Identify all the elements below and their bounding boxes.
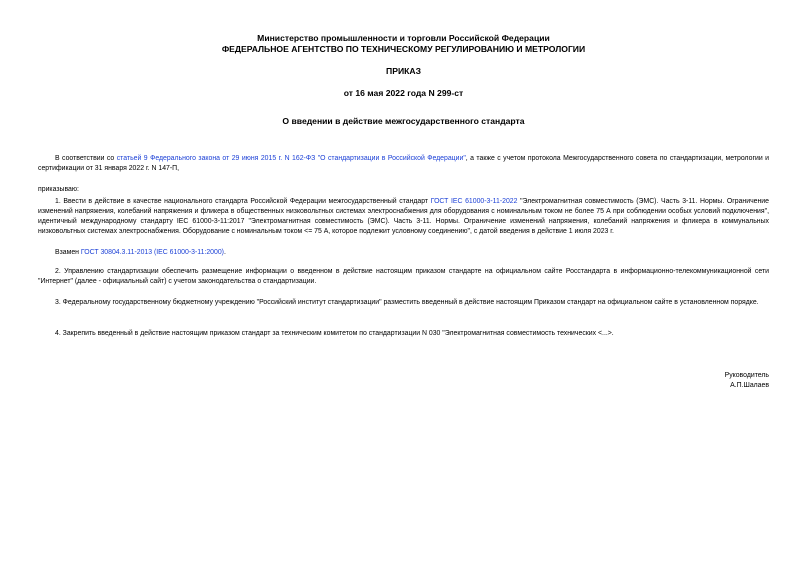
item-4-paragraph: 4. Закрепить введенный в действие настоящим приказом стандарт за техническим комитетом по стандартизации N 030 "Электромагнитная совместимость технических <...>. <box>55 330 614 337</box>
replace-suffix: . <box>223 249 226 256</box>
replace-prefix: Взамен <box>55 249 81 256</box>
item-3-paragraph: 3. Федеральному государственному бюджетному учреждению "Российский институт стандартизации" разместить введенный в действие настоящим Приказом стандарт на официальном сайте в установленном порядке. <box>55 299 759 306</box>
item-1-prefix: 1. Ввести в действие в качестве национального стандарта Российской Федерации межгосударственный стандарт <box>55 198 431 205</box>
item-2-paragraph: 2. Управлению стандартизации обеспечить размещение информации о введенном в действие настоящим приказом стандарте на официальном сайте Росстандарта в информационно-телекоммуникационной сети "Интернет" (далее - официальный сайт) с учетом законодательства о стандартизации. <box>38 268 769 285</box>
intro-suffix: , а также с учетом протокола Межгосударственного совета по стандартизации, метрологии и сертификации от 31 января 2022 г. N 147-П, <box>38 155 769 172</box>
item-1-paragraph <box>38 197 769 237</box>
document-title: О введении в действие межгосударственного стандарта <box>282 116 525 126</box>
intro-prefix: В соответствии со <box>55 155 117 162</box>
date-number-heading: от 16 мая 2022 года N 299-ст <box>343 88 464 98</box>
intro-paragraph <box>38 154 769 174</box>
orders-label: приказываю: <box>38 186 79 193</box>
agency-heading: ФЕДЕРАЛЬНОЕ АГЕНТСТВО ПО ТЕХНИЧЕСКОМУ РЕГУЛИРОВАНИЮ И МЕТРОЛОГИИ <box>221 44 586 54</box>
gost-iec-link[interactable]: ГОСТ IEC 61000-3-11-2022 <box>430 198 518 205</box>
ministry-heading: Министерство промышленности и торговли Российской Федерации <box>257 33 550 43</box>
doc-type-heading: ПРИКАЗ <box>386 66 421 76</box>
gost-replaced-link[interactable]: ГОСТ 30804.3.11-2013 (IEC 61000-3-11:2000) <box>80 249 224 256</box>
federal-law-link[interactable]: статьей 9 Федерального закона от 29 июня 2015 г. N 162-ФЗ "О стандартизации в Российской Федерации" <box>116 155 466 162</box>
item-1-suffix: "Электромагнитная совместимость (ЭМС). Часть 3-11. Нормы. Ограничение изменений напряжения, колебаний напряжения и фликера в общественных низковольтных системах электроснабжения для оборудования с номинальным током не более 75 А при соблюдении особых условий подключения", идентичный международному стандарту IEC 61000-3-11:2017 "Электромагнитная совместимость (ЭМС). Часть 3-11. Нормы. Ограничение изменений напряжения, колебаний напряжения и фликера в коммунальных низковольтных системах электроснабжения. Оборудование с номинальным током <= 75 А, которое подлежит условному соединению", с датой введения в действие 1 июля 2023 г. <box>38 198 769 235</box>
signature-role: Руководитель <box>724 372 769 379</box>
signature-name: А.П.Шалаев <box>730 382 769 389</box>
replace-paragraph <box>38 248 769 258</box>
document-page <box>38 0 769 571</box>
